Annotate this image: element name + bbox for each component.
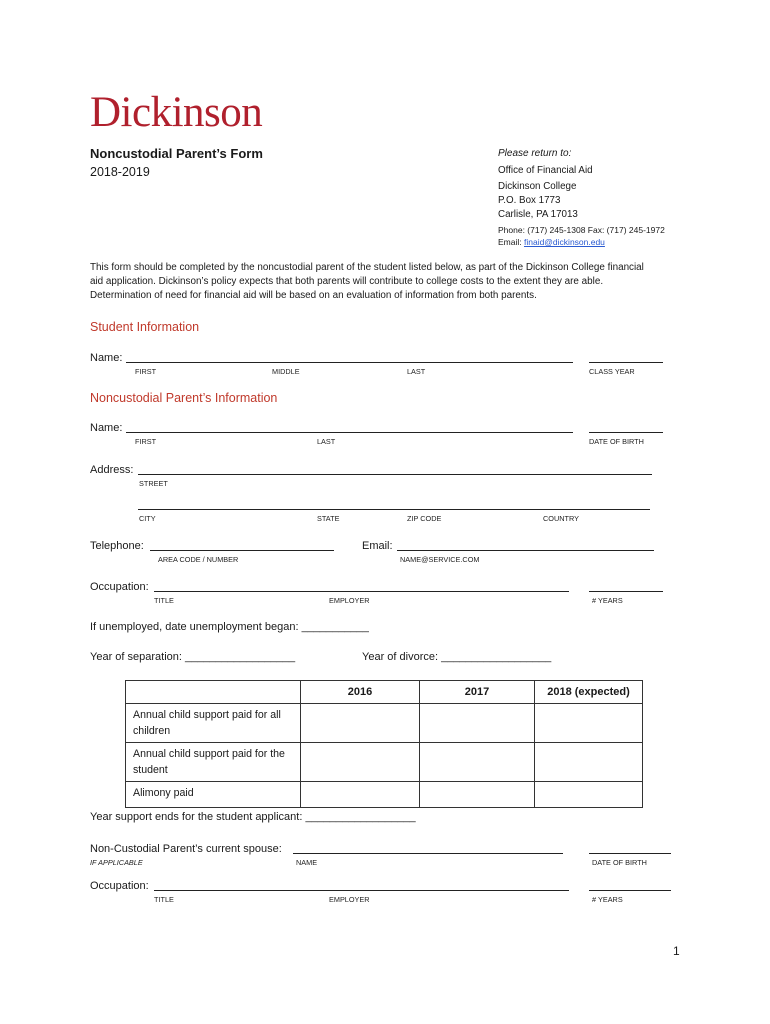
return-college: Dickinson College <box>498 181 577 192</box>
form-title: Noncustodial Parent’s Form <box>90 146 263 161</box>
email-link[interactable]: finaid@dickinson.edu <box>523 237 605 247</box>
parent-first-caption: FIRST <box>135 437 157 446</box>
divorce-field[interactable]: Year of divorce: __________________ <box>362 651 552 663</box>
parent-last-caption: LAST <box>317 437 336 446</box>
support-cell[interactable] <box>535 782 643 808</box>
unemployment-field[interactable]: If unemployed, date unemployment began: ___________ <box>90 621 369 633</box>
student-last-caption: LAST <box>407 367 426 376</box>
if-applicable-caption: IF APPLICABLE <box>90 858 143 867</box>
support-col-2018: 2018 (expected) <box>535 681 643 704</box>
occupation-label: Occupation: <box>90 581 149 593</box>
return-city: Carlisle, PA 17013 <box>498 209 578 220</box>
spouse-dob-caption: DATE OF BIRTH <box>592 858 647 867</box>
occupation-years-caption: # YEARS <box>592 596 623 605</box>
student-first-caption: FIRST <box>135 367 157 376</box>
telephone-caption: AREA CODE / NUMBER <box>158 555 239 564</box>
return-box: P.O. Box 1773 <box>498 195 561 206</box>
return-heading: Please return to: <box>498 148 572 159</box>
spouse-occupation-field[interactable] <box>154 890 569 891</box>
support-cell[interactable] <box>535 704 643 743</box>
spouse-title-caption: TITLE <box>154 895 174 904</box>
email-label: Email: <box>362 540 393 552</box>
table-row <box>126 704 643 743</box>
support-cell[interactable] <box>420 704 535 743</box>
support-row-label: Alimony paid <box>126 782 301 808</box>
address-label: Address: <box>90 464 134 476</box>
support-col-2016: 2016 <box>301 681 420 704</box>
page-number: 1 <box>673 944 680 958</box>
student-middle-caption: MIDDLE <box>272 367 300 376</box>
support-row-label: Annual child support paid for all children <box>126 704 301 743</box>
student-class-year-caption: CLASS YEAR <box>589 367 635 376</box>
return-office: Office of Financial Aid <box>498 165 593 176</box>
city-caption: CITY <box>139 514 156 523</box>
student-class-year-field[interactable] <box>589 362 663 363</box>
street-caption: STREET <box>139 479 168 488</box>
parent-name-field[interactable] <box>126 432 573 433</box>
support-table <box>125 680 643 808</box>
support-cell[interactable] <box>420 743 535 782</box>
spouse-years-field[interactable] <box>589 890 671 891</box>
support-cell[interactable] <box>420 782 535 808</box>
support-end-field[interactable]: Year support ends for the student applicant: __________________ <box>90 811 416 823</box>
support-cell[interactable] <box>301 704 420 743</box>
state-caption: STATE <box>317 514 340 523</box>
occupation-field[interactable] <box>154 591 569 592</box>
telephone-field[interactable] <box>150 550 334 551</box>
table-row <box>126 743 643 782</box>
student-name-field[interactable] <box>126 362 573 363</box>
table-row <box>126 782 643 808</box>
spouse-name-field[interactable] <box>293 853 563 854</box>
return-email-line <box>498 237 605 247</box>
student-section-heading: Student Information <box>90 320 200 334</box>
occupation-years-field[interactable] <box>589 591 663 592</box>
occupation-employer-caption: EMPLOYER <box>329 596 370 605</box>
separation-field[interactable]: Year of separation: __________________ <box>90 651 296 663</box>
spouse-occupation-label: Occupation: <box>90 880 149 892</box>
support-col-2017: 2017 <box>420 681 535 704</box>
support-cell[interactable] <box>301 743 420 782</box>
parent-name-label: Name: <box>90 422 123 434</box>
spouse-label: Non-Custodial Parent’s current spouse: <box>90 843 282 855</box>
form-year: 2018-2019 <box>90 165 150 179</box>
city-state-zip-field[interactable] <box>138 509 650 510</box>
return-email-label: Email: <box>498 237 524 247</box>
support-row-label: Annual child support paid for the student <box>126 743 301 782</box>
parent-dob-caption: DATE OF BIRTH <box>589 437 644 446</box>
student-name-label: Name: <box>90 352 123 364</box>
email-caption: NAME@SERVICE.COM <box>400 555 480 564</box>
support-table-header <box>126 681 643 704</box>
support-table-corner <box>126 681 301 704</box>
zip-caption: ZIP CODE <box>407 514 442 523</box>
spouse-dob-field[interactable] <box>589 853 671 854</box>
dickinson-logo: Dickinson <box>90 89 263 136</box>
spouse-name-caption: NAME <box>296 858 318 867</box>
spouse-years-caption: # YEARS <box>592 895 623 904</box>
occupation-title-caption: TITLE <box>154 596 174 605</box>
spouse-employer-caption: EMPLOYER <box>329 895 370 904</box>
parent-section-heading: Noncustodial Parent’s Information <box>90 391 278 405</box>
intro-line-3: Determination of need for financial aid will be based on an evaluation of information from both parents. <box>90 290 537 301</box>
email-field[interactable] <box>397 550 654 551</box>
return-phone: Phone: (717) 245-1308 Fax: (717) 245-1972 <box>498 225 665 235</box>
street-field[interactable] <box>138 474 652 475</box>
country-caption: COUNTRY <box>543 514 579 523</box>
support-cell[interactable] <box>535 743 643 782</box>
intro-line-2: aid application. Dickinson’s policy expects that both parents will contribute to college costs to the extent they are able. <box>90 276 604 287</box>
support-cell[interactable] <box>301 782 420 808</box>
telephone-label: Telephone: <box>90 540 144 552</box>
intro-line-1: This form should be completed by the noncustodial parent of the student listed below, as part of the Dickinson College financial <box>90 262 644 273</box>
parent-dob-field[interactable] <box>589 432 663 433</box>
